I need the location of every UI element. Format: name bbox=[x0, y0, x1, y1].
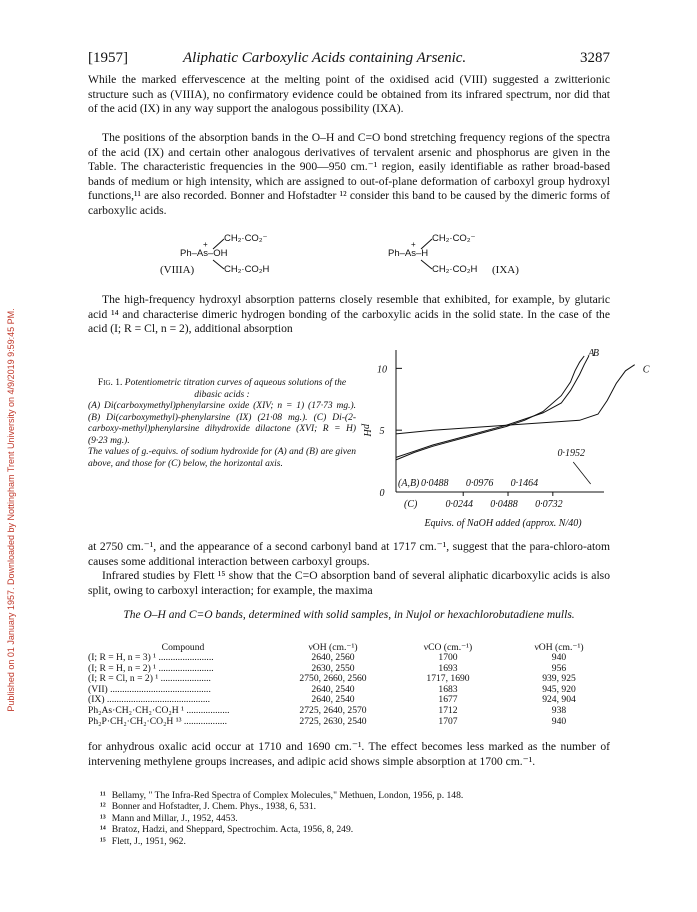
paragraph-3: The high-frequency hydroxyl absorption patterns closely resemble that exhibited, for example, by glutaric acid ¹⁴ and characterise dimeric hydrogen bonding of the carboxylic acids in the solid state. In the case of the acid (I; R = Cl, n = 2), additional absorption bbox=[88, 293, 610, 335]
table-cell-value: 1712 bbox=[438, 704, 458, 716]
figure-caption-note: The values of g.-equivs. of sodium hydroxide for (A) and (B) are given above, and those for (C) below, the horizontal axis. bbox=[88, 447, 356, 469]
reference-text: Mann and Millar, J., 1952, 4453. bbox=[111, 812, 238, 824]
table-cell-value: 1683 bbox=[438, 683, 458, 695]
footnote-references bbox=[100, 790, 610, 847]
figure-number: Fig. 1. bbox=[97, 378, 123, 388]
reference-number: ¹⁵ bbox=[100, 835, 106, 847]
titration-chart bbox=[358, 344, 650, 534]
lower-axis-tick-label: 0·0732 bbox=[535, 499, 563, 510]
figure-title: Potentiometric titration curves of aqueous solutions of the dibasic acids : bbox=[124, 378, 347, 400]
table-cell-value: 939, 925 bbox=[542, 673, 576, 685]
lower-axis-series-label: (C) bbox=[404, 499, 418, 510]
table-cell-value: 1707 bbox=[438, 715, 458, 727]
reference-number: ¹³ bbox=[100, 812, 106, 824]
reference-text: Flett, J., 1951, 962. bbox=[111, 835, 186, 847]
header-year: [1957] bbox=[88, 50, 128, 66]
upper-axis-series-label: (A,B) bbox=[398, 478, 420, 489]
table-cell-value: 2640, 2540 bbox=[311, 694, 355, 706]
table-title: The O–H and C=O bands, determined with solid samples, in Nujol or hexachlorobutadiene mulls. bbox=[123, 609, 575, 621]
paragraph-2: The positions of the absorption bands in the O–H and C=O bond stretching frequency regions of the spectra of the acid (IX) and certain other analogous derivatives of tervalent arsenic and phosphorus are given in the Table. The characteristic frequencies in the 900—950 cm.⁻¹ region, easily identifiable as rather broad-based bands of medium or high intensity, which are assigned to out-of-plane deformation of carboxyl group hydroxyl functions,¹¹ are also recorded. Bonner and Hofstadter ¹² consider this band to be caused by the dimeric forms of carboxylic acids. bbox=[88, 131, 610, 217]
table-cell-value: 940 bbox=[551, 652, 567, 663]
download-watermark: Published on 01 January 1957. Downloaded by Nottingham Trent University on 4/9/2019 9:59:45 PM. bbox=[6, 308, 16, 712]
table-cell-compound: (I; R = H, n = 2) ¹ ....................... bbox=[88, 662, 214, 674]
paragraph-4: at 2750 cm.⁻¹, and the appearance of a second carbonyl band at 1717 cm.⁻¹, suggest that the para-chloro-atom causes some additional interaction between carboxyl groups. bbox=[88, 540, 610, 568]
table-row bbox=[88, 706, 610, 717]
table-cell-compound: Ph₂P·CH₂·CH₂·CO₂H ¹³ .................. bbox=[88, 715, 228, 727]
paragraph-1: While the marked effervescence at the melting point of the oxidised acid (VIII) suggested a zwitterionic structure such as (VIIIA), no confirmatory evidence could be obtained from its infrared spectrum, nor did that of the acid (IX) in any way support the analogous possibility (IXA). bbox=[88, 73, 610, 115]
y-tick-label: 5 bbox=[379, 426, 385, 438]
table-cell-value: 2630, 2550 bbox=[311, 662, 355, 674]
upper-tick-pointer bbox=[573, 462, 590, 484]
series-label: A bbox=[588, 348, 595, 359]
table-row bbox=[88, 653, 610, 664]
table-cell-value: 2750, 2660, 2560 bbox=[299, 673, 367, 685]
col-voh-2: νOH (cm.⁻¹) bbox=[534, 642, 584, 653]
lower-axis-tick-label: 0·0244 bbox=[445, 499, 473, 510]
reference-item bbox=[100, 813, 610, 824]
table-cell-value: 924, 904 bbox=[542, 694, 576, 706]
reference-number: ¹² bbox=[100, 801, 106, 813]
table-cell-value: 2725, 2640, 2570 bbox=[299, 704, 367, 716]
table-cell-compound: Ph₂As·CH₂·CH₂·CO₂H ¹ .................. bbox=[88, 704, 230, 716]
reference-text: Bonner and Hofstadter, J. Chem. Phys., 1938, 6, 531. bbox=[111, 801, 317, 813]
reference-item bbox=[100, 790, 610, 801]
table-cell-compound: (I; R = Cl, n = 2) ¹ ..................... bbox=[88, 673, 211, 685]
table-cell-value: 1693 bbox=[438, 662, 458, 674]
reference-text: Bellamy, " The Infra-Red Spectra of Complex Molecules," Methuen, London, 1956, p. 148. bbox=[111, 790, 464, 801]
table-cell-value: 2640, 2540 bbox=[311, 683, 355, 695]
y-axis-label: pH bbox=[361, 424, 372, 437]
ir-bands-table bbox=[88, 642, 610, 727]
table-cell-value: 2725, 2630, 2540 bbox=[299, 715, 367, 727]
table-cell-compound: (I; R = H, n = 3) ¹ ....................... bbox=[88, 652, 214, 663]
reference-item bbox=[100, 824, 610, 835]
upper-axis-tick-label: 0·0976 bbox=[465, 478, 494, 489]
reference-number: ¹⁴ bbox=[100, 824, 106, 836]
table-cell-value: 940 bbox=[551, 715, 567, 727]
paragraph-6: for anhydrous oxalic acid occur at 1710 and 1690 cm.⁻¹. The effect becomes less marked as the number of intervening methylene groups increases, and adipic acid shows simple absorption at 1700 cm.⁻¹. bbox=[88, 740, 610, 768]
reference-item bbox=[100, 801, 610, 812]
table-cell-compound: (IX) ........................................... bbox=[88, 694, 211, 706]
table-cell-value: 1717, 1690 bbox=[426, 673, 470, 685]
col-vco: νCO (cm.⁻¹) bbox=[423, 642, 473, 653]
upper-axis-tick-label: 0·1464 bbox=[510, 478, 539, 489]
y-tick-label: 10 bbox=[377, 364, 387, 376]
table-cell-value: 2640, 2560 bbox=[311, 652, 355, 663]
header-title: Aliphatic Carboxylic Acids containing Arsenic. bbox=[183, 50, 467, 66]
series-label: B bbox=[592, 348, 599, 359]
table-cell-compound: (VII) .......................................... bbox=[88, 683, 211, 695]
paragraph-5: Infrared studies by Flett ¹⁵ show that the C=O absorption band of several aliphatic dicarboxylic acids is also split, owing to carboxyl interaction; for example, the maxima bbox=[88, 569, 610, 597]
table-cell-value: 938 bbox=[551, 704, 567, 716]
col-compound: Compound bbox=[161, 642, 205, 653]
running-header bbox=[88, 50, 610, 70]
x-axis-label: Equivs. of NaOH added (approx. N/40) bbox=[424, 518, 582, 529]
structure-viiia: CH₂·CO₂⁻ + Ph–As–OH CH₂·CO₂H (VIIIA) bbox=[160, 233, 270, 276]
table-cell-value: 945, 920 bbox=[542, 683, 576, 695]
upper-axis-tick-label: 0·1952 bbox=[557, 448, 585, 459]
table-cell-value: 956 bbox=[551, 662, 567, 674]
figure-caption bbox=[88, 378, 356, 470]
series-line-a bbox=[396, 356, 584, 460]
series-label: C bbox=[642, 364, 650, 376]
upper-axis-tick-label: 0·0488 bbox=[421, 478, 449, 489]
header-page-number: 3287 bbox=[580, 50, 610, 66]
table-cell-value: 1700 bbox=[438, 652, 458, 663]
structure-ixa: CH₂·CO₂⁻ + Ph–As–H CH₂·CO₂H (IXA) bbox=[388, 233, 519, 276]
reference-item bbox=[100, 836, 610, 847]
y-tick-label: 0 bbox=[379, 488, 385, 499]
lower-axis-tick-label: 0·0488 bbox=[490, 499, 518, 510]
series-line-b bbox=[396, 356, 589, 457]
table-cell-value: 1677 bbox=[438, 694, 458, 706]
reference-text: Bratoz, Hadzi, and Sheppard, Spectrochim. Acta, 1956, 8, 249. bbox=[111, 824, 354, 836]
reference-number: ¹¹ bbox=[100, 790, 106, 801]
col-voh-1: νOH (cm.⁻¹) bbox=[308, 642, 358, 653]
figure-caption-body: (A) Di(carboxymethyl)phenylarsine oxide (XIV; n = 1) (17·73 mg.). (B) Di(carboxymethyl)-phenylarsine (IX) (21·08 mg.). (C) Di-(2-carboxy-methyl)phenylarsine dihydroxide dilactone (XVI; R = H) (9·23 mg.). bbox=[88, 401, 356, 446]
table-row bbox=[88, 717, 610, 728]
